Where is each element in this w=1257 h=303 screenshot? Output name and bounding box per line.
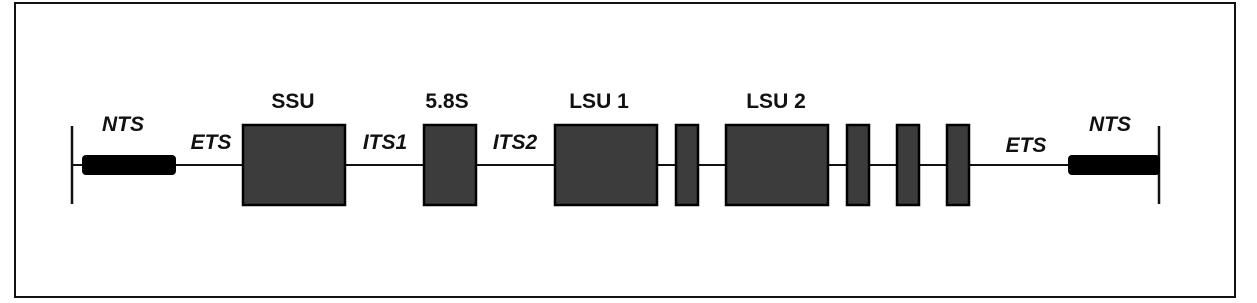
- lsu1-label: LSU 1: [569, 90, 629, 113]
- its2-label: ITS2: [492, 131, 538, 154]
- s58-block: [424, 125, 476, 205]
- right-nts-label: NTS: [1089, 113, 1131, 136]
- lsu2-small-block-2: [897, 125, 919, 205]
- its1-label: ITS1: [362, 131, 408, 154]
- lsu2-small-block-3: [947, 125, 969, 205]
- ssu-block: [243, 125, 345, 205]
- right-ets-label: ETS: [1005, 134, 1047, 157]
- left-ets-label: ETS: [190, 131, 232, 154]
- lsu2-block: [726, 125, 828, 205]
- s58-label: 5.8S: [425, 90, 469, 113]
- right-nts-bar: [1068, 155, 1160, 175]
- left-nts-label: NTS: [102, 113, 144, 136]
- ssu-label: SSU: [271, 90, 315, 113]
- lsu1-small-block: [676, 125, 698, 205]
- left-nts-bar: [82, 155, 176, 175]
- lsu2-label: LSU 2: [746, 90, 806, 113]
- lsu1-block: [555, 125, 657, 205]
- lsu2-small-block-1: [847, 125, 869, 205]
